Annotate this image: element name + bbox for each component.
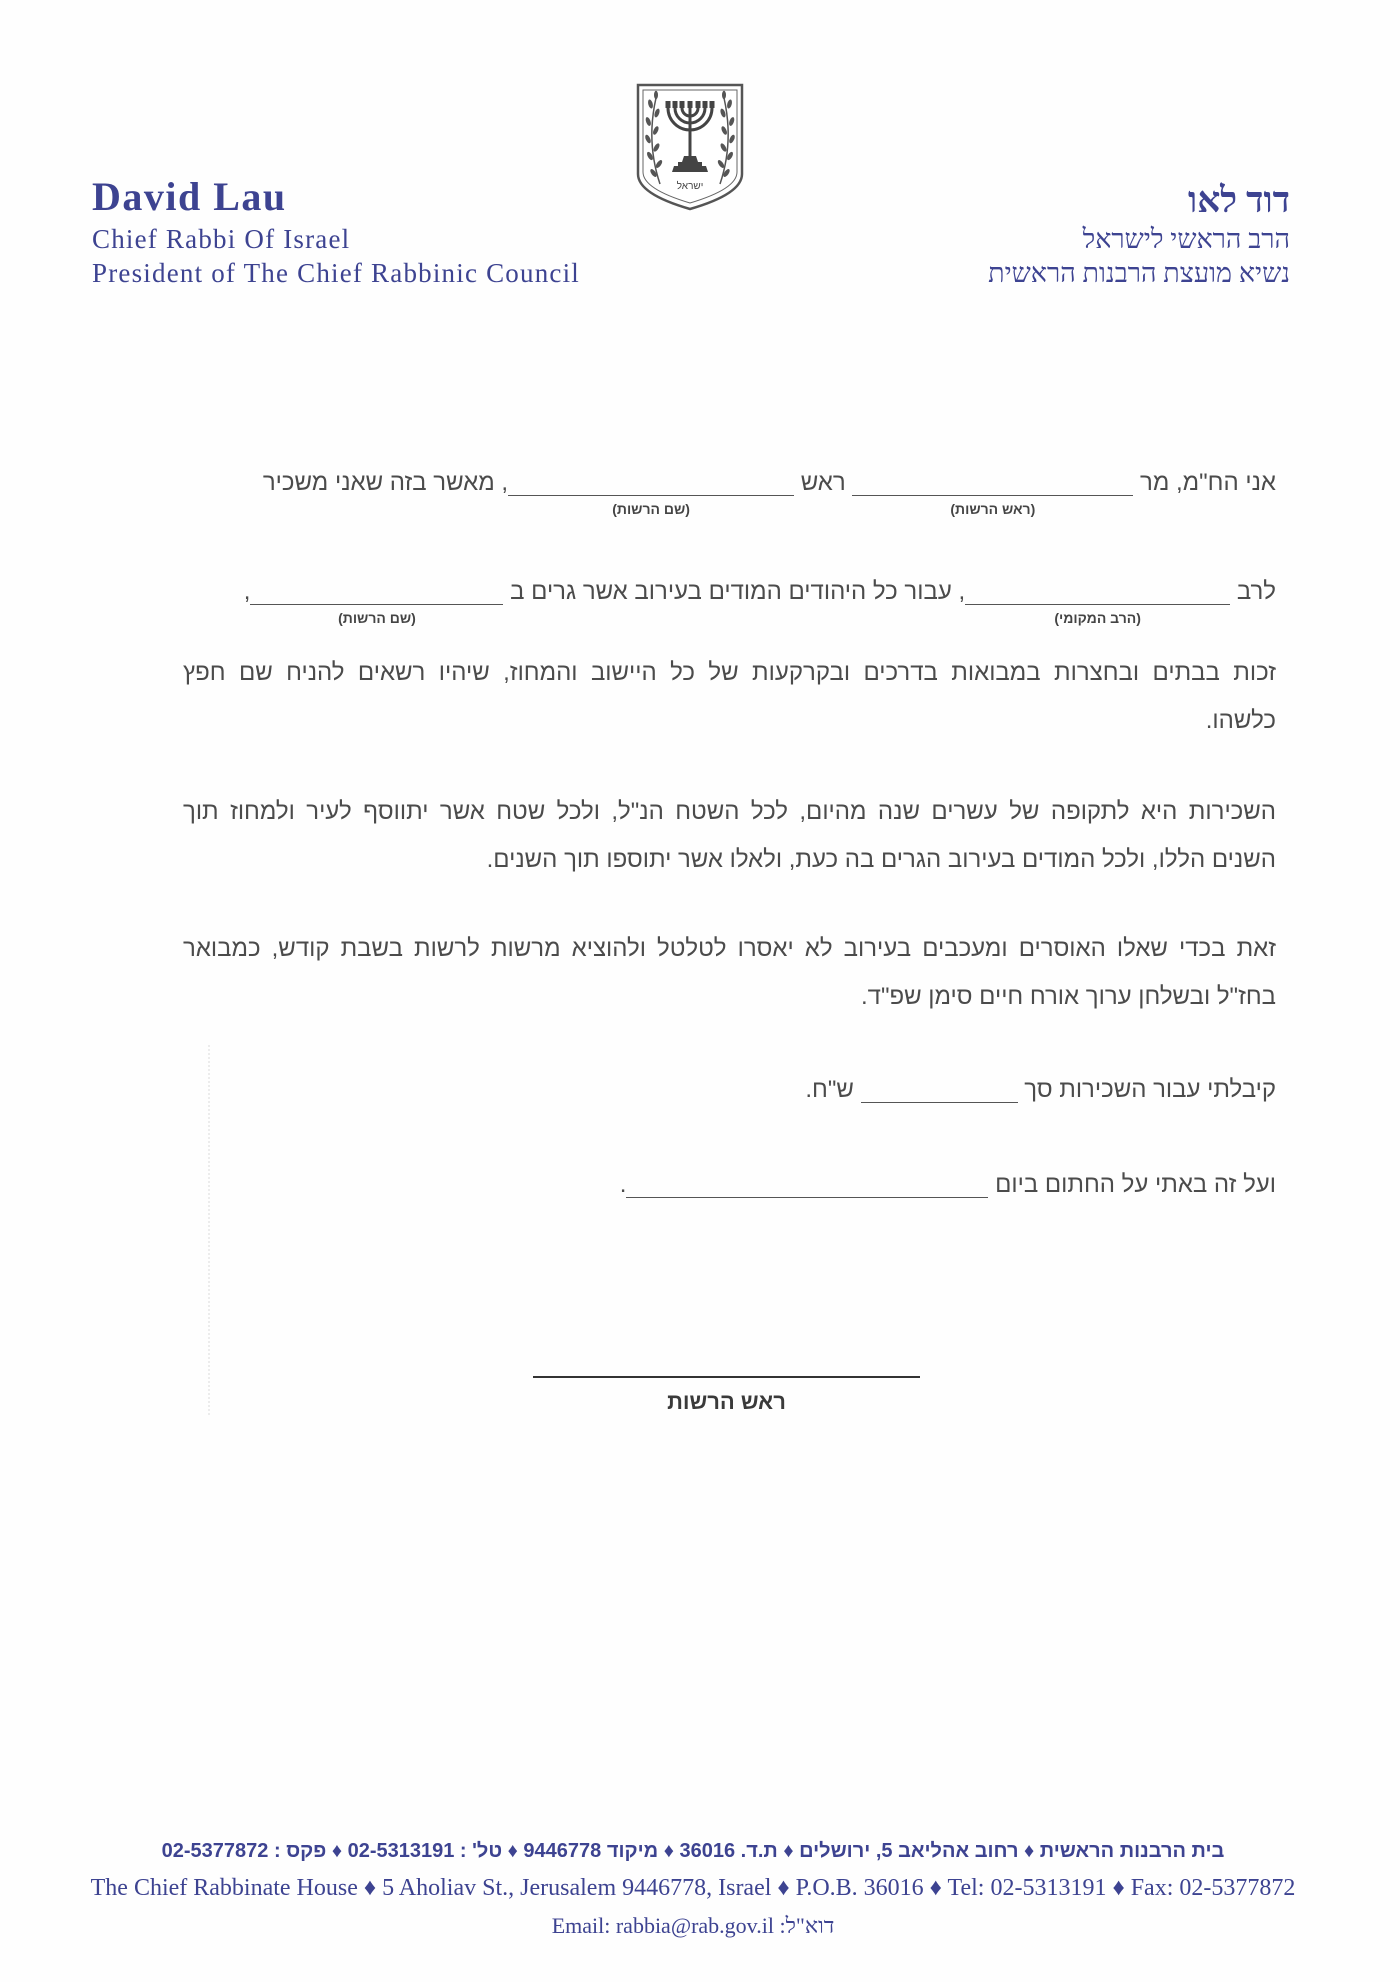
scan-artifact bbox=[208, 1045, 210, 1415]
hebrew-name: דוד לאו bbox=[1187, 180, 1290, 220]
residence-blank bbox=[250, 585, 503, 626]
rabbi-middle: , עבור כל היהודים המודים בעירוב אשר גרים ב bbox=[510, 578, 966, 605]
rabbi-name-blank bbox=[965, 585, 1230, 626]
head-word: ראש bbox=[800, 469, 846, 496]
rabbi-intro: לרב bbox=[1236, 578, 1276, 605]
authority-name-blank bbox=[508, 476, 794, 517]
amount-blank bbox=[861, 1083, 1018, 1103]
authority-name-label: (שם הרשות) bbox=[612, 501, 690, 517]
paragraph-rights bbox=[183, 649, 1276, 745]
hebrew-title: הרב הראשי לישראל bbox=[1082, 224, 1290, 254]
declaration-ending: , מאשר בזה שאני משכיר bbox=[262, 469, 509, 496]
state-emblem bbox=[634, 82, 746, 212]
date-text: ועל זה באתי על החתום ביום bbox=[995, 1171, 1276, 1198]
date-ending: . bbox=[619, 1171, 627, 1198]
paragraph-line: זכות בבתים ובחצרות במבואות בדרכים ובקרקעות של כל היישוב והמחוז, שיהיו רשאים להניח שם חפץ bbox=[183, 659, 1276, 686]
paragraph-purpose bbox=[183, 925, 1276, 1021]
paragraph-line: כלשהו. bbox=[1205, 707, 1276, 734]
footer-english-address: The Chief Rabbinate House ♦ 5 Aholiav St., Jerusalem 9446778, Israel ♦ P.O.B. 36016 ♦ Tel: 02-5313191 ♦ Fax: 02-5377872 bbox=[90, 1875, 1296, 1901]
head-name-blank bbox=[852, 476, 1133, 517]
date-line bbox=[620, 1169, 1276, 1201]
rabbi-ending: , bbox=[243, 578, 251, 605]
english-name: David Lau bbox=[92, 174, 287, 219]
payment-text: קיבלתי עבור השכירות סך bbox=[1024, 1076, 1276, 1103]
footer-email-hebrew-label: דוא"ל: bbox=[779, 1913, 835, 1938]
rabbi-name-label: (הרב המקומי) bbox=[1054, 610, 1141, 626]
declaration-line bbox=[262, 467, 1276, 517]
paragraph-term bbox=[183, 788, 1276, 884]
hebrew-position: נשיא מועצת הרבנות הראשית bbox=[988, 258, 1290, 288]
footer-email-address: Email: rabbia@rab.gov.il bbox=[551, 1913, 774, 1938]
date-blank bbox=[626, 1178, 988, 1198]
rabbi-line bbox=[243, 576, 1276, 626]
paragraph-line: השכירות היא לתקופה של עשרים שנה מהיום, לכל השטח הנ"ל, ולכל שטח אשר יתווסף לעיר ולמחוז תוך bbox=[183, 798, 1276, 825]
paragraph-line: בחז"ל ובשלחן ערוך אורח חיים סימן שפ"ד. bbox=[860, 983, 1276, 1010]
paragraph-line: השנים הללו, ולכל המודים בעירוב הגרים בה כעת, ולאלו אשר יתוספו תוך השנים. bbox=[486, 846, 1276, 873]
emblem-inscription: ישראל bbox=[676, 181, 704, 192]
footer-hebrew-address: בית הרבנות הראשית ♦ רחוב אהליאב 5, ירושלים ♦ ת.ד. 36016 ♦ מיקוד 9446778 ♦ טל' : 02-5313191 ♦ פקס : 02-5377872 bbox=[161, 1840, 1225, 1862]
signature-rule bbox=[533, 1376, 920, 1378]
paragraph-line: זאת בכדי שאלו האוסרים ומעכבים בעירוב לא יאסרו לטלטל ולהוציא מרשות לרשות בשבת קודש, כמבואר bbox=[183, 935, 1276, 962]
residence-label: (שם הרשות) bbox=[338, 610, 416, 626]
footer-email bbox=[0, 1912, 1386, 1940]
english-title: Chief Rabbi Of Israel bbox=[92, 224, 351, 254]
payment-line bbox=[805, 1074, 1276, 1106]
signature-label: ראש הרשות bbox=[667, 1389, 786, 1414]
currency-text: ש"ח. bbox=[805, 1076, 854, 1103]
head-name-label: (ראש הרשות) bbox=[950, 501, 1036, 517]
declaration-intro: אני הח"מ, מר bbox=[1140, 469, 1276, 496]
state-emblem-icon bbox=[634, 82, 746, 212]
english-position: President of The Chief Rabbinic Council bbox=[92, 258, 580, 288]
